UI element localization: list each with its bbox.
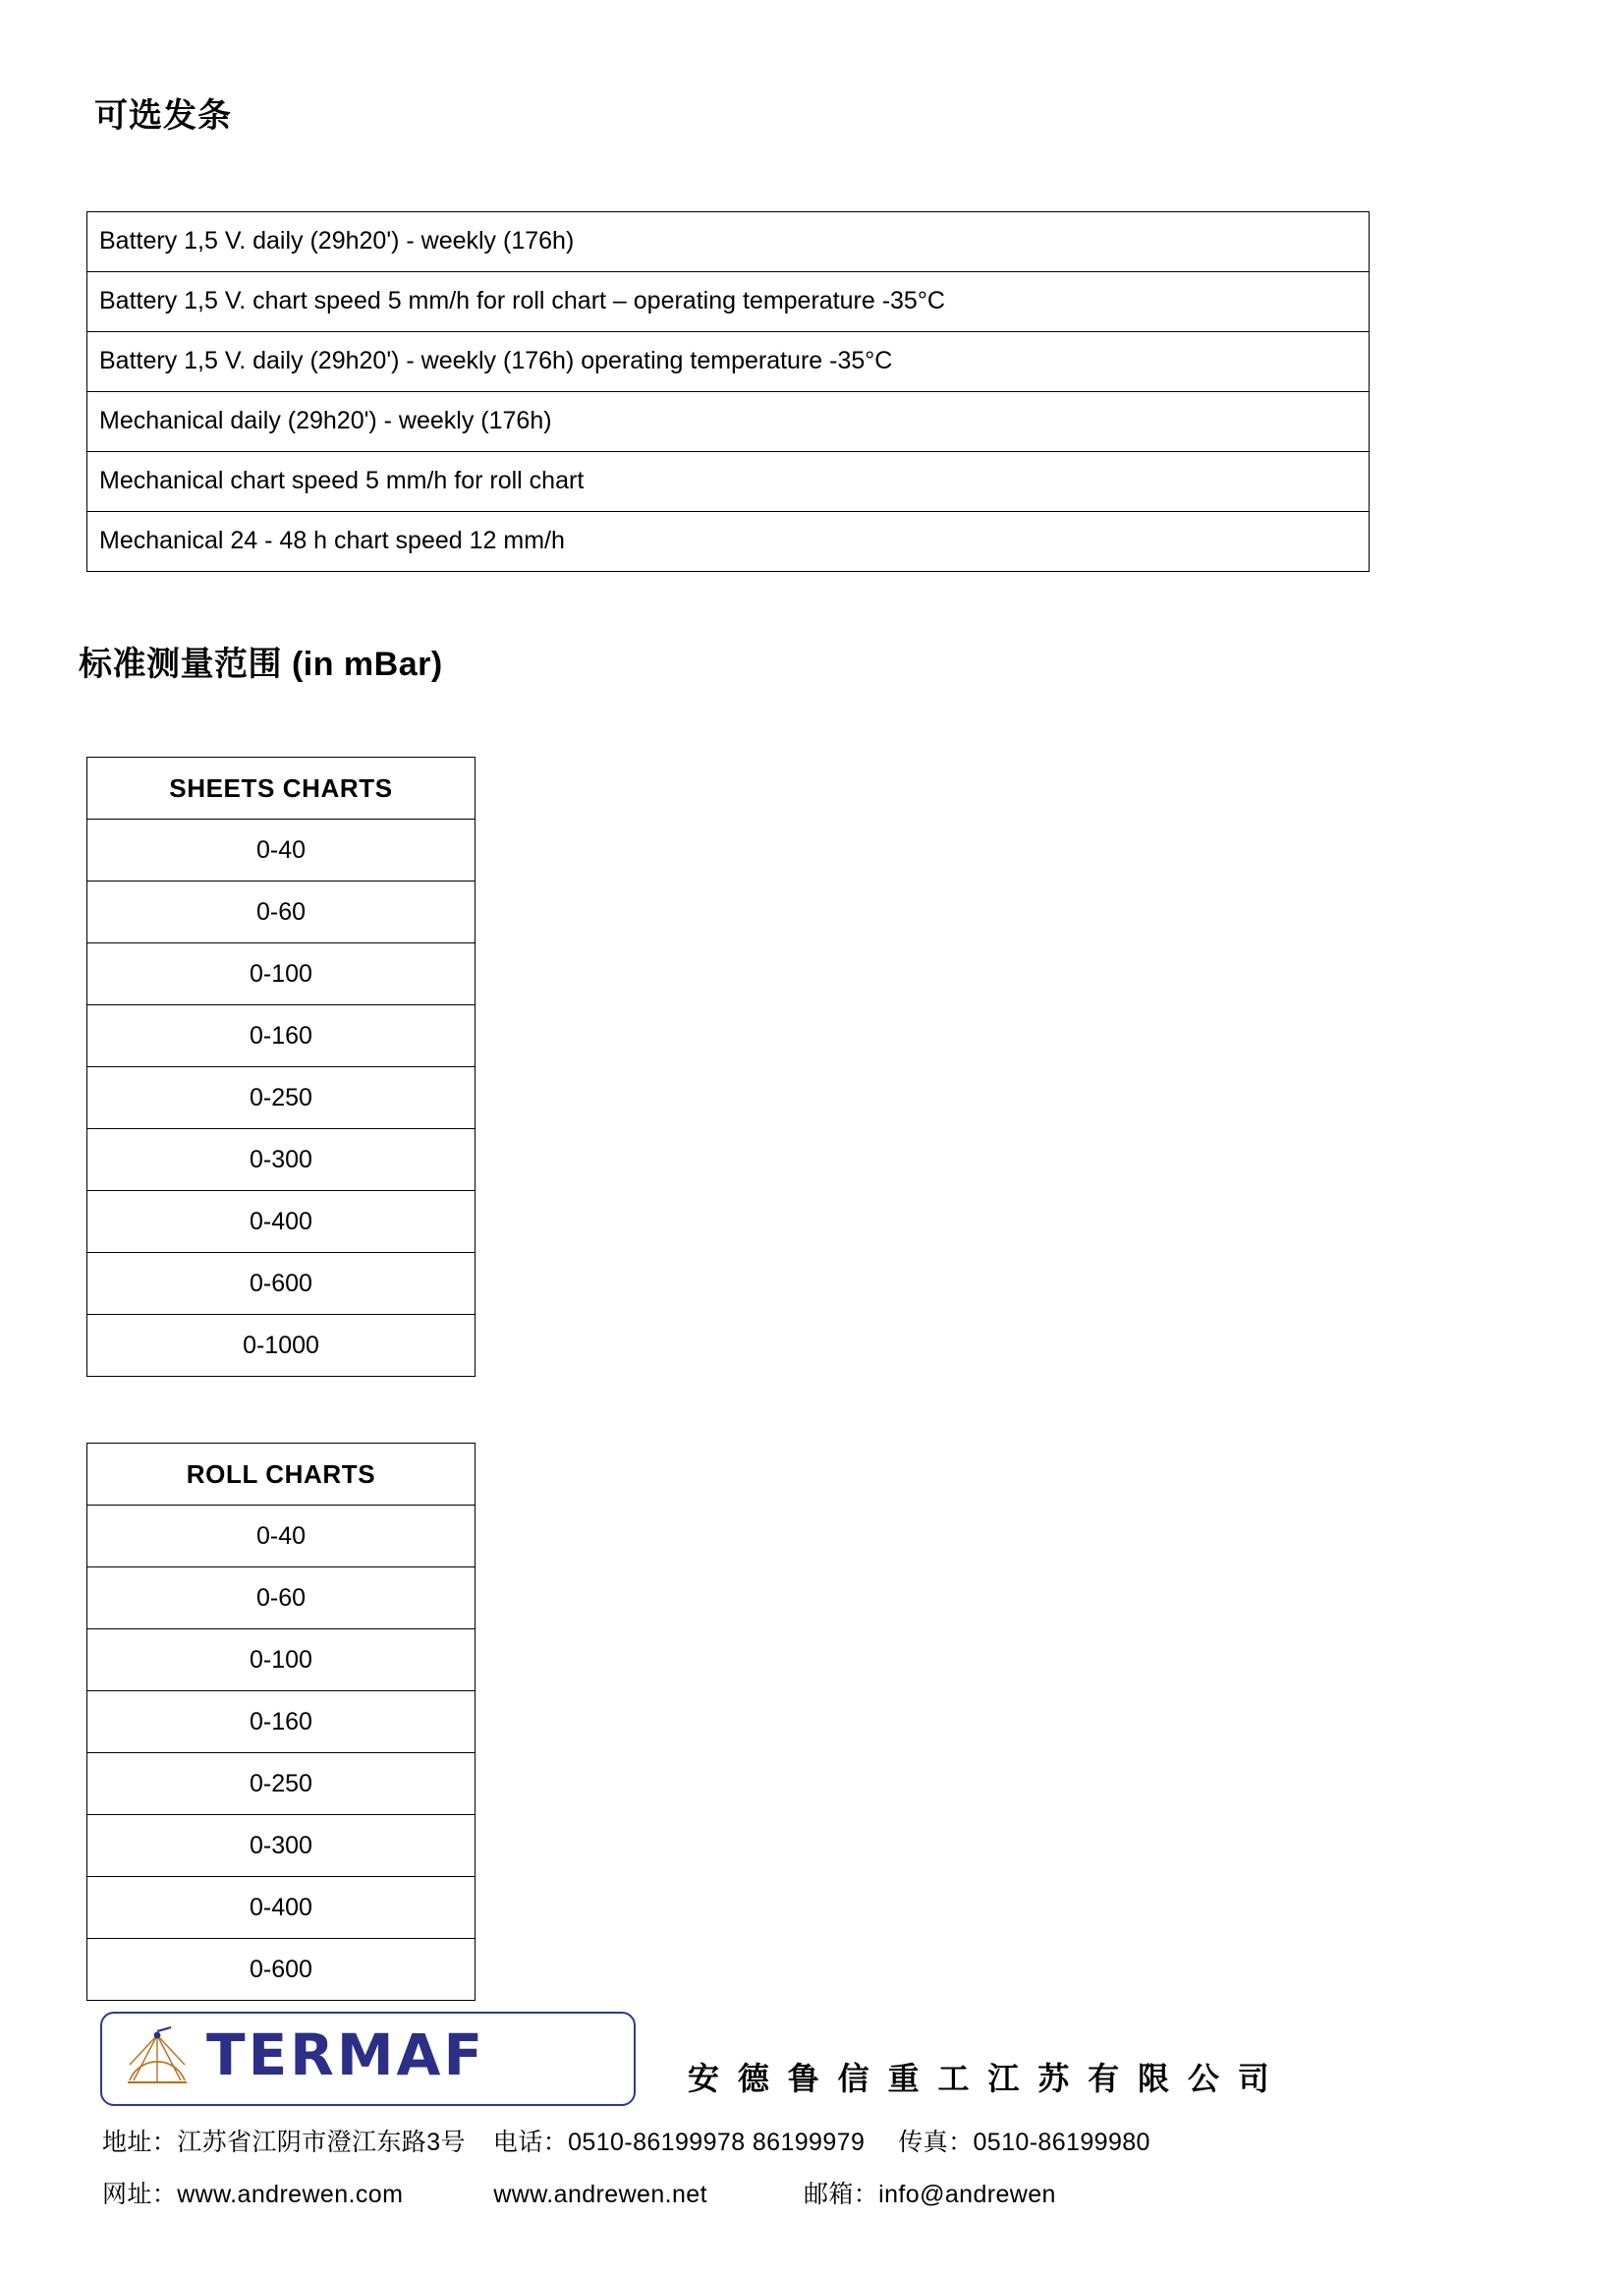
- range-cell: 0-160: [87, 1691, 476, 1753]
- table-row: [87, 1877, 476, 1939]
- table-row: [87, 1939, 476, 2001]
- company-logo: [100, 2012, 636, 2106]
- spring-option-cell: Battery 1,5 V. daily (29h20') - weekly (176h): [87, 212, 1370, 272]
- table-row: [87, 1129, 476, 1191]
- section-heading-ranges-cn: 标准测量范围: [79, 646, 292, 683]
- website-value[interactable]: www.andrewen.com: [177, 2181, 404, 2208]
- range-cell: 0-400: [87, 1877, 476, 1939]
- table-row: [87, 1005, 476, 1067]
- table-row: [87, 392, 1370, 452]
- table-row: [87, 1815, 476, 1877]
- website-alt-value[interactable]: www.andrewen.net: [493, 2181, 707, 2208]
- email-value[interactable]: info@andrewen: [878, 2181, 1056, 2208]
- footer-contact-line-1: [102, 2123, 1150, 2158]
- range-cell: 0-60: [87, 1567, 476, 1629]
- table-row: [87, 1191, 476, 1253]
- section-heading-ranges-en: (in mBar): [291, 646, 443, 683]
- table-row: [87, 820, 476, 882]
- address-value: 江苏省江阴市澄江东路3号: [177, 2129, 466, 2156]
- email-label: 邮箱：: [803, 2181, 879, 2208]
- range-cell: 0-400: [87, 1191, 476, 1253]
- table-row: [87, 1253, 476, 1315]
- website-label: 网址：: [102, 2181, 178, 2208]
- table-row: [87, 1629, 476, 1691]
- table-row: [87, 272, 1370, 332]
- section-heading-ranges: [79, 637, 443, 685]
- fax-label: 传真：: [898, 2129, 974, 2156]
- roll-charts-header: ROLL CHARTS: [87, 1444, 476, 1506]
- section-heading-springs: 可选发条: [94, 97, 232, 135]
- table-row: [87, 1067, 476, 1129]
- spring-option-cell: Mechanical daily (29h20') - weekly (176h): [87, 392, 1370, 452]
- range-cell: 0-1000: [87, 1315, 476, 1377]
- phone-value: 0510-86199978 86199979: [568, 2129, 866, 2156]
- table-row: [87, 943, 476, 1005]
- sheets-charts-header: SHEETS CHARTS: [87, 758, 476, 820]
- range-cell: 0-300: [87, 1129, 476, 1191]
- table-row: [87, 452, 1370, 512]
- roll-charts-table: [86, 1443, 476, 2001]
- fan-logo-icon: [120, 2025, 195, 2096]
- footer-contact-line-2: [102, 2175, 1056, 2210]
- range-cell: 0-100: [87, 1629, 476, 1691]
- range-cell: 0-40: [87, 1506, 476, 1567]
- table-row: [87, 882, 476, 943]
- table-row: [87, 332, 1370, 392]
- spring-option-cell: Mechanical chart speed 5 mm/h for roll chart: [87, 452, 1370, 512]
- table-header-row: [87, 1444, 476, 1506]
- table-row: [87, 1691, 476, 1753]
- address-label: 地址：: [102, 2129, 178, 2156]
- phone-label: 电话：: [492, 2129, 569, 2156]
- range-cell: 0-100: [87, 943, 476, 1005]
- table-row: [87, 1315, 476, 1377]
- company-name: 安 德 鲁 信 重 工 江 苏 有 限 公 司: [688, 2061, 1274, 2096]
- range-cell: 0-600: [87, 1253, 476, 1315]
- table-header-row: [87, 758, 476, 820]
- range-cell: 0-250: [87, 1067, 476, 1129]
- table-row: [87, 212, 1370, 272]
- optional-springs-table: [86, 211, 1370, 572]
- spring-option-cell: Mechanical 24 - 48 h chart speed 12 mm/h: [87, 512, 1370, 572]
- logo-wordmark: TERMAF: [206, 2021, 486, 2088]
- range-cell: 0-60: [87, 882, 476, 943]
- fax-value: 0510-86199980: [973, 2129, 1150, 2156]
- range-cell: 0-600: [87, 1939, 476, 2001]
- sheets-charts-table: [86, 757, 476, 1377]
- range-cell: 0-40: [87, 820, 476, 882]
- spring-option-cell: Battery 1,5 V. daily (29h20') - weekly (176h) operating temperature -35°C: [87, 332, 1370, 392]
- table-row: [87, 512, 1370, 572]
- spring-option-cell: Battery 1,5 V. chart speed 5 mm/h for roll chart – operating temperature -35°C: [87, 272, 1370, 332]
- range-cell: 0-300: [87, 1815, 476, 1877]
- range-cell: 0-250: [87, 1753, 476, 1815]
- table-row: [87, 1506, 476, 1567]
- table-row: [87, 1753, 476, 1815]
- range-cell: 0-160: [87, 1005, 476, 1067]
- table-row: [87, 1567, 476, 1629]
